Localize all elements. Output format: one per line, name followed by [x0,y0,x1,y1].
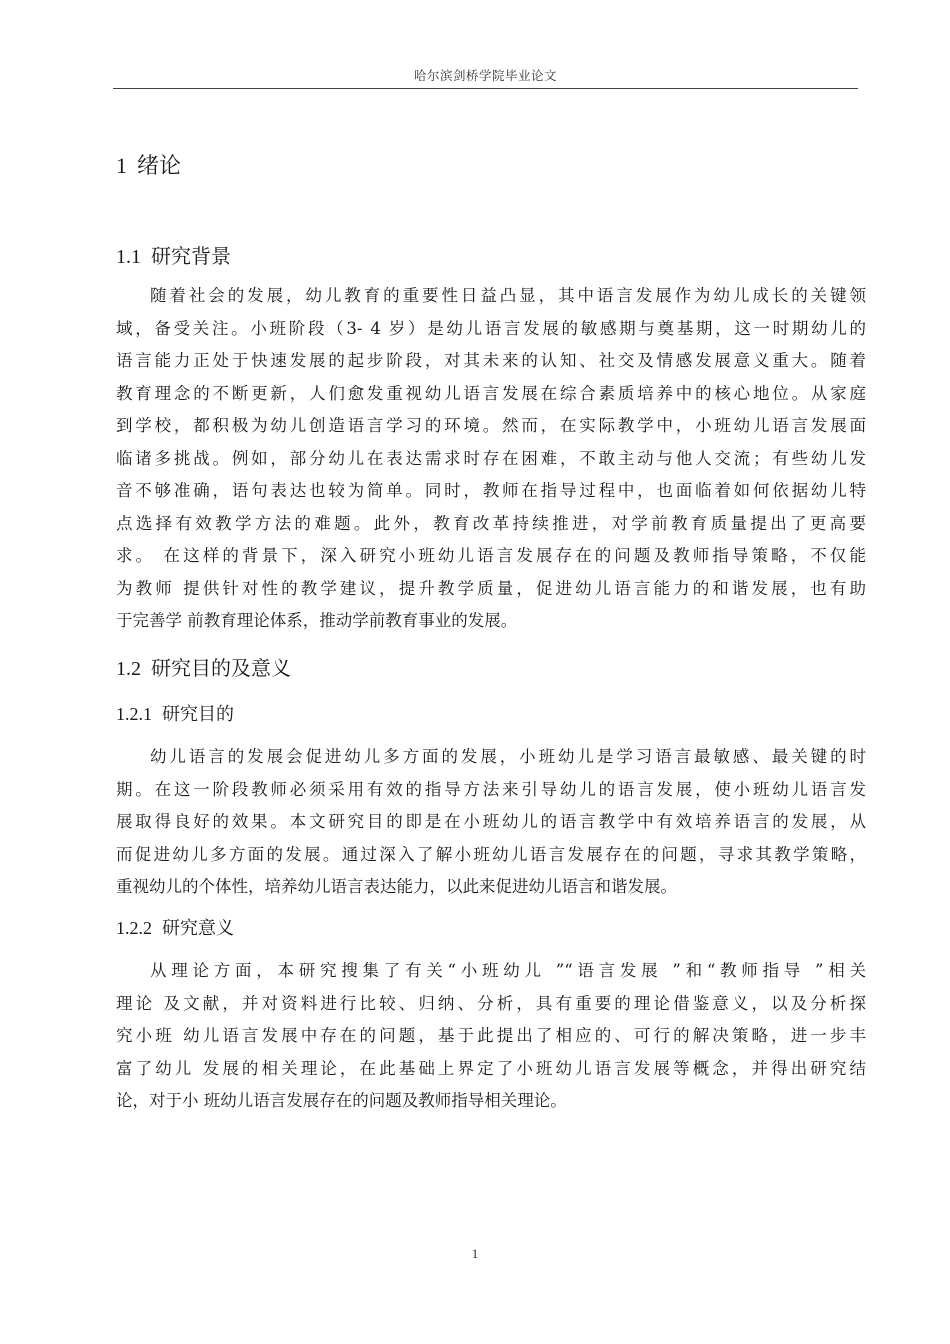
paragraph-line: 究小班 幼儿语言发展中存在的问题，基于此提出了相应的、可行的解决策略，进一步丰 [116,1026,866,1045]
section-title: 研究目的及意义 [151,656,291,680]
chapter-number: 1 [116,153,127,178]
paragraph-line: 点选择有效教学方法的难题。此外，教育改革持续推进，对学前教育质量提出了更高要 [116,513,866,533]
paragraph-line: 幼儿语言的发展会促进幼儿多方面的发展，小班幼儿是学习语言最敏感、最关键的时 [150,747,866,766]
paragraph-line: 理论 及文献，并对资料进行比较、归纳、分析，具有重要的理论借鉴意义，以及分析探 [116,993,866,1013]
paragraph-line: 从理论方面，本研究搜集了有关“小班幼儿 ”“语言发展 ”和“教师指导 ”相关 [150,961,866,980]
subsection-title: 研究目的 [162,704,234,725]
section-number: 1.1 [116,246,141,268]
paragraph-line: 展取得良好的效果。本文研究目的即是在小班幼儿的语言教学中有效培养语言的发展，从 [116,812,866,831]
paragraph-line: 语言能力正处于快速发展的起步阶段，对其未来的认知、社交及情感发展意义重大。随着 [116,351,866,370]
subsection-number: 1.2.2 [116,918,152,938]
subsection-title: 研究意义 [162,918,234,939]
subsection-heading-1-2-1 [116,700,234,726]
section-heading-1-2 [116,652,291,681]
paragraph-line: 为教师 提供针对性的教学建议，提升教学质量，促进幼儿语言能力的和谐发展，也有助 [116,578,866,598]
paragraph-line: 于完善学 前教育理论体系，推动学前教育事业的发展。 [116,611,518,630]
paragraph-research-background [116,280,866,638]
section-title: 研究背景 [151,244,231,268]
header-divider [113,88,858,89]
paragraph-line: 期。在这一阶段教师必须采用有效的指导方法来引导幼儿的语言发展，使小班幼儿语言发 [116,779,866,799]
running-header: 哈尔滨剑桥学院毕业论文 [413,68,557,83]
paragraph-line: 域，备受关注。小班阶段（3- 4 岁）是幼儿语言发展的敏感期与奠基期，这一时期幼儿的 [116,318,866,338]
section-heading-1-1 [116,240,231,269]
section-number: 1.2 [116,658,141,680]
paragraph-line: 临诸多挑战。例如，部分幼儿在表达需求时存在困难，不敢主动与他人交流；有些幼儿发 [116,448,866,468]
subsection-heading-1-2-2 [116,914,234,940]
chapter-heading [116,149,181,180]
paragraph-line: 随着社会的发展，幼儿教育的重要性日益凸显，其中语言发展作为幼儿成长的关键领 [150,286,866,305]
chapter-title: 绪论 [137,154,182,179]
paragraph-line: 教育理念的不断更新，人们愈发重视幼儿语言发展在综合素质培养中的核心地位。从家庭 [116,383,866,403]
paragraph-line: 富了幼儿 发展的相关理论，在此基础上界定了小班幼儿语言发展等概念，并得出研究结 [116,1058,866,1078]
paragraph-line: 求。 在这样的背景下，深入研究小班幼儿语言发展存在的问题及教师指导策略，不仅能 [116,546,866,565]
paragraph-line: 重视幼儿的个体性，培养幼儿语言表达能力，以此来促进幼儿语言和谐发展。 [116,877,677,896]
paragraph-line: 音不够准确，语句表达也较为简单。同时，教师在指导过程中，也面临着如何依据幼儿特 [116,481,866,500]
paragraph-research-purpose [116,741,866,904]
paragraph-line: 论，对于小 班幼儿语言发展存在的问题及教师指导相关理论。 [116,1091,567,1110]
paragraph-research-significance [116,955,866,1118]
paragraph-line: 到学校，都积极为幼儿创造语言学习的环境。然而，在实际教学中，小班幼儿语言发展面 [116,416,866,435]
subsection-number: 1.2.1 [116,704,152,724]
page-number: 1 [471,1246,479,1261]
paragraph-line: 而促进幼儿多方面的发展。通过深入了解小班幼儿语言发展存在的问题，寻求其教学策略， [116,844,866,864]
